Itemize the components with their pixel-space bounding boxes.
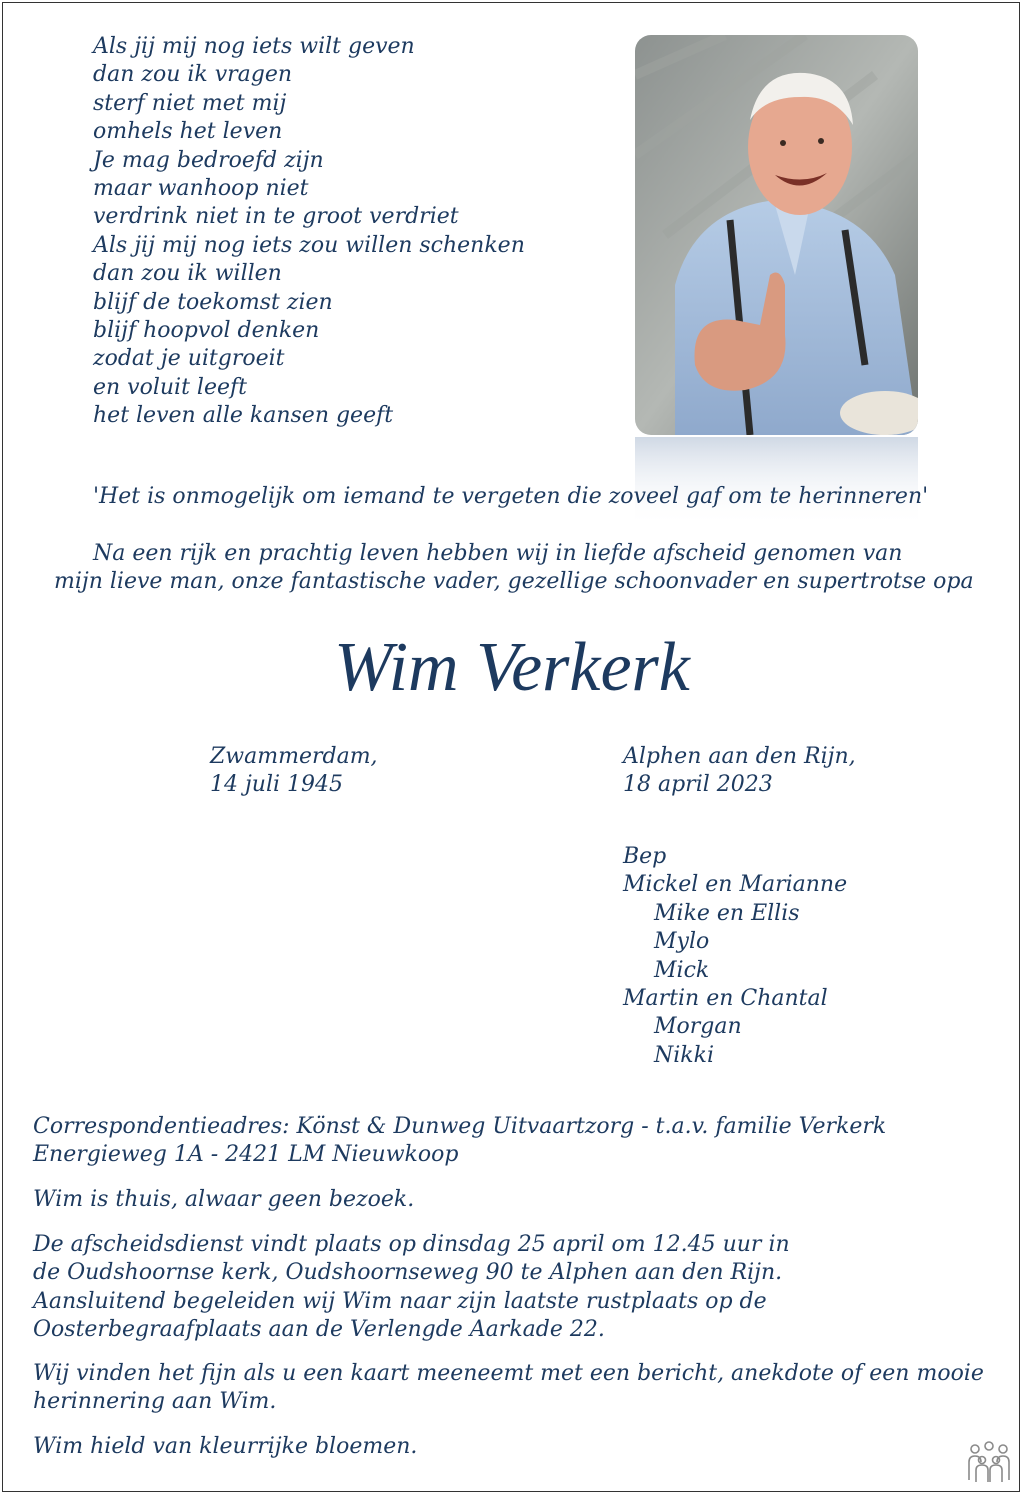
birth-place: Zwammerdam,: [210, 744, 378, 769]
service-line: Aansluitend begeleiden wij Wim naar zijn laatste rustplaats op de: [33, 1288, 767, 1314]
death-date: 18 april 2023: [623, 772, 773, 798]
poem-line: verdrink niet in te groot verdriet: [93, 204, 459, 230]
poem-line: dan zou ik vragen: [93, 62, 293, 88]
memorial-quote: 'Het is onmogelijk om iemand te vergeten die zoveel gaf om te herinneren': [93, 484, 929, 509]
intro-line: Na een rijk en prachtig leven hebben wij in liefde afscheid genomen van: [93, 541, 903, 566]
card-line: herinnering aan Wim.: [33, 1389, 277, 1415]
portrait-reflection: [635, 437, 918, 527]
correspondence-address: [33, 1113, 886, 1170]
service-line: Oosterbegraafplaats aan de Verlengde Aarkade 22.: [33, 1317, 605, 1343]
poem-line: en voluit leeft: [93, 374, 247, 400]
family-member: Mick: [654, 957, 710, 983]
service-line: De afscheidsdienst vindt plaats op dinsdag 25 april om 12.45 uur in: [33, 1232, 790, 1257]
deceased-name: Wim Verkerk: [334, 629, 690, 706]
poem-line: Als jij mij nog iets wilt geven: [93, 34, 415, 59]
people-logo-icon: [965, 1440, 1013, 1484]
poem-line: dan zou ik willen: [93, 261, 282, 287]
poem-line: zodat je uitgroeit: [93, 346, 285, 372]
card-request: [33, 1360, 984, 1417]
service-line: de Oudshoornse kerk, Oudshoornseweg 90 te Alphen aan den Rijn.: [33, 1260, 783, 1286]
family-list: [623, 843, 847, 1070]
death-place: Alphen aan den Rijn,: [623, 744, 856, 769]
poem-line: het leven alle kansen geeft: [93, 403, 394, 429]
service-details: [33, 1231, 790, 1345]
poem-line: Als jij mij nog iets zou willen schenken: [93, 232, 525, 258]
address-line: Correspondentieadres: Könst & Dunweg Uitvaartzorg - t.a.v. familie Verkerk: [33, 1114, 887, 1139]
family-member: Mickel en Marianne: [623, 872, 848, 898]
birth-info: [210, 743, 378, 800]
death-info: [623, 743, 856, 800]
birth-date: 14 juli 1945: [210, 772, 344, 798]
address-line: Energieweg 1A - 2421 LM Nieuwkoop: [33, 1142, 459, 1168]
poem-line: omhels het leven: [93, 119, 283, 145]
visit-note: Wim is thuis, alwaar geen bezoek.: [33, 1187, 415, 1212]
family-member: Bep: [623, 844, 667, 869]
flowers-note: Wim hield van kleurrijke bloemen.: [33, 1434, 418, 1459]
poem-line: sterf niet met mij: [93, 90, 287, 116]
intro-line: mijn lieve man, onze fantastische vader, gezellige schoonvader en supertrotse opa: [54, 569, 974, 594]
poem-line: Je mag bedroefd zijn: [93, 147, 324, 173]
portrait-photo: [635, 35, 918, 435]
family-member: Mylo: [654, 929, 710, 955]
family-member: Nikki: [654, 1042, 714, 1068]
family-member: Morgan: [654, 1014, 742, 1040]
poem-line: maar wanhoop niet: [93, 176, 309, 202]
card-line: Wij vinden het fijn als u een kaart meeneemt met een bericht, anekdote of een mooie: [33, 1361, 984, 1386]
poem-line: blijf de toekomst zien: [93, 289, 333, 315]
family-member: Mike en Ellis: [654, 900, 800, 926]
poem: [93, 33, 525, 431]
poem-line: blijf hoopvol denken: [93, 318, 320, 344]
family-member: Martin en Chantal: [623, 986, 828, 1012]
